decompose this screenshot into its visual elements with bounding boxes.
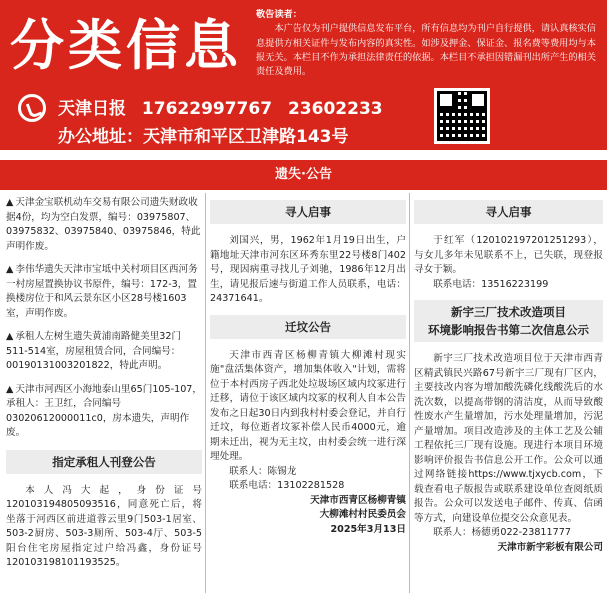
list-item: ▲ 李伟华遗失天津市宝坻中关村项目区西河务一村房屋置换协议书原件，编号：172-3，置换楼房位于和风云景东区小区28号楼1603室，声明作废。 [6,264,198,319]
list-item: ▲ 天津金宝联机动车交易有限公司遗失财政收据4份，均为空白发票，编号：03975807、03975832、03975840、03975846，特此声明作废。 [6,197,201,252]
newspaper-name: 天津日报 [58,99,126,119]
lease-notice-body: 本人冯大起，身份证号120103194805093516，同意死亡后，将坐落于河西区前进道蓉云里9门503-1居室、503-2厨房、503-3厕所、503-4厅、503-5阳台住宅房屋指定过户给冯鑫，身份证号120103198101193525。 [6,484,202,568]
page-title: 分类信息 [10,14,242,77]
missing-person-body: 刘国兴，男，1962年1月19日出生，户籍地址天津市河东区环秀东里22号楼8门402号，现因病重寻找儿子刘驰，1986年12月出生，请见报后速与街道工作人员联系，电话：24371641。 [210,235,406,304]
phone-icon [18,94,46,122]
env-report-title: 新宇三厂技术改造项目 环境影响报告书第二次信息公示 [414,300,603,342]
contact-block [16,92,426,148]
column-divider [409,193,410,593]
notice-date: 2025年3月13日 [330,523,406,535]
column-right [414,196,603,555]
env-report-body: 新宇三厂技术改造项目位于天津市西青区精武镇民兴路67号新宇三厂现有厂区内，主要技改内容为增加酸洗磷化线酸洗后的水洗次数，以提高带钢的清洁度，从而导致酸性废水产生量增加，污水处理量增加，污泥产量增加。项目改造涉及的主体工艺及公辅工程依托三厂现有设施。现进行本项目环境影响评价报告书信息公开工作。公众可以通过网络链接https://www.tjxycb.com，下载查看电子版报告或联系建设单位查阅纸质报告。公众可以发送电子邮件、传真、信函等方式，向建设单位提交公众意见表。 [414,353,603,524]
header-banner [0,0,607,150]
column-left [6,196,202,571]
phone-number-2: 23602233 [287,99,383,119]
signature-line: 天津市新宇彩板有限公司 [497,541,603,553]
phone-number-1: 17622997767 [141,99,273,119]
signature-line-2: 大柳滩村村民委员会 [319,509,406,520]
address-line: 办公地址：天津市和平区卫津路143号 [58,127,349,147]
column-divider [205,193,206,593]
missing-person-body: 于红军（120102197201251293），与女儿多年未见联系不上，已失联，现登报寻女于颖。 [414,235,603,275]
phone-line [58,94,393,119]
missing-person-title: 寻人启事 [210,200,406,224]
grave-relocation-body: 天津市西青区杨柳青镇大柳滩村现实施"盘活集体资产，增加集体收入"计划，需将位于本村西房子西北处垃圾场区域内坟冢进行迁移，请位于该区域内坟冢的权利人自本公告发布之日起30日内到我村村委会登记，并自行迁坟，每位逝者坟冢补偿人民币4000元，逾期未迁出，视为无主坟，由村委会统一进行深埋处理。 [210,349,406,462]
contact-phone: 联系电话：13516223199 [433,278,549,290]
contact-person: 联系人：陈锡龙 [229,465,297,477]
notice-heading: 敬告读者： [256,9,302,20]
qr-code-icon [434,88,490,144]
grave-relocation-title: 迁坟公告 [210,315,406,339]
contact-person: 联系人：杨德勇022-23811777 [433,527,571,538]
lease-notice-title: 指定承租人刊登公告 [6,450,202,474]
notice-text: 本广告仅为刊户提供信息发布平台，所有信息均为刊户自行提供，请认真核实信息提供方相关证件与发布内容的真实性。如涉及押金、保证金、报名费等费用均与本报无关。本栏目不作为承担法律责任的依据。本栏目不承担因错漏刊出所产生的相关责任及费用。 [256,23,596,78]
list-item: ▲ 天津市河西区小海地泰山里65门105-107，承租人：王卫红，合同编号03020612000011c0，房本遗失，声明作废。 [6,383,202,438]
signature-line-1: 天津市西青区杨柳青镇 [310,494,406,506]
list-item: ▲ 承租人左树生遗失黄浦南路健美里32门511-514室，房屋租赁合同，合同编号：00190131003201822，特此声明。 [6,331,182,371]
section-title: 遗失·公告 [0,160,607,190]
missing-person-title: 寻人启事 [414,200,603,224]
reader-notice [256,8,601,90]
contact-phone: 联系电话：13102281528 [229,480,345,491]
column-middle [210,196,406,537]
